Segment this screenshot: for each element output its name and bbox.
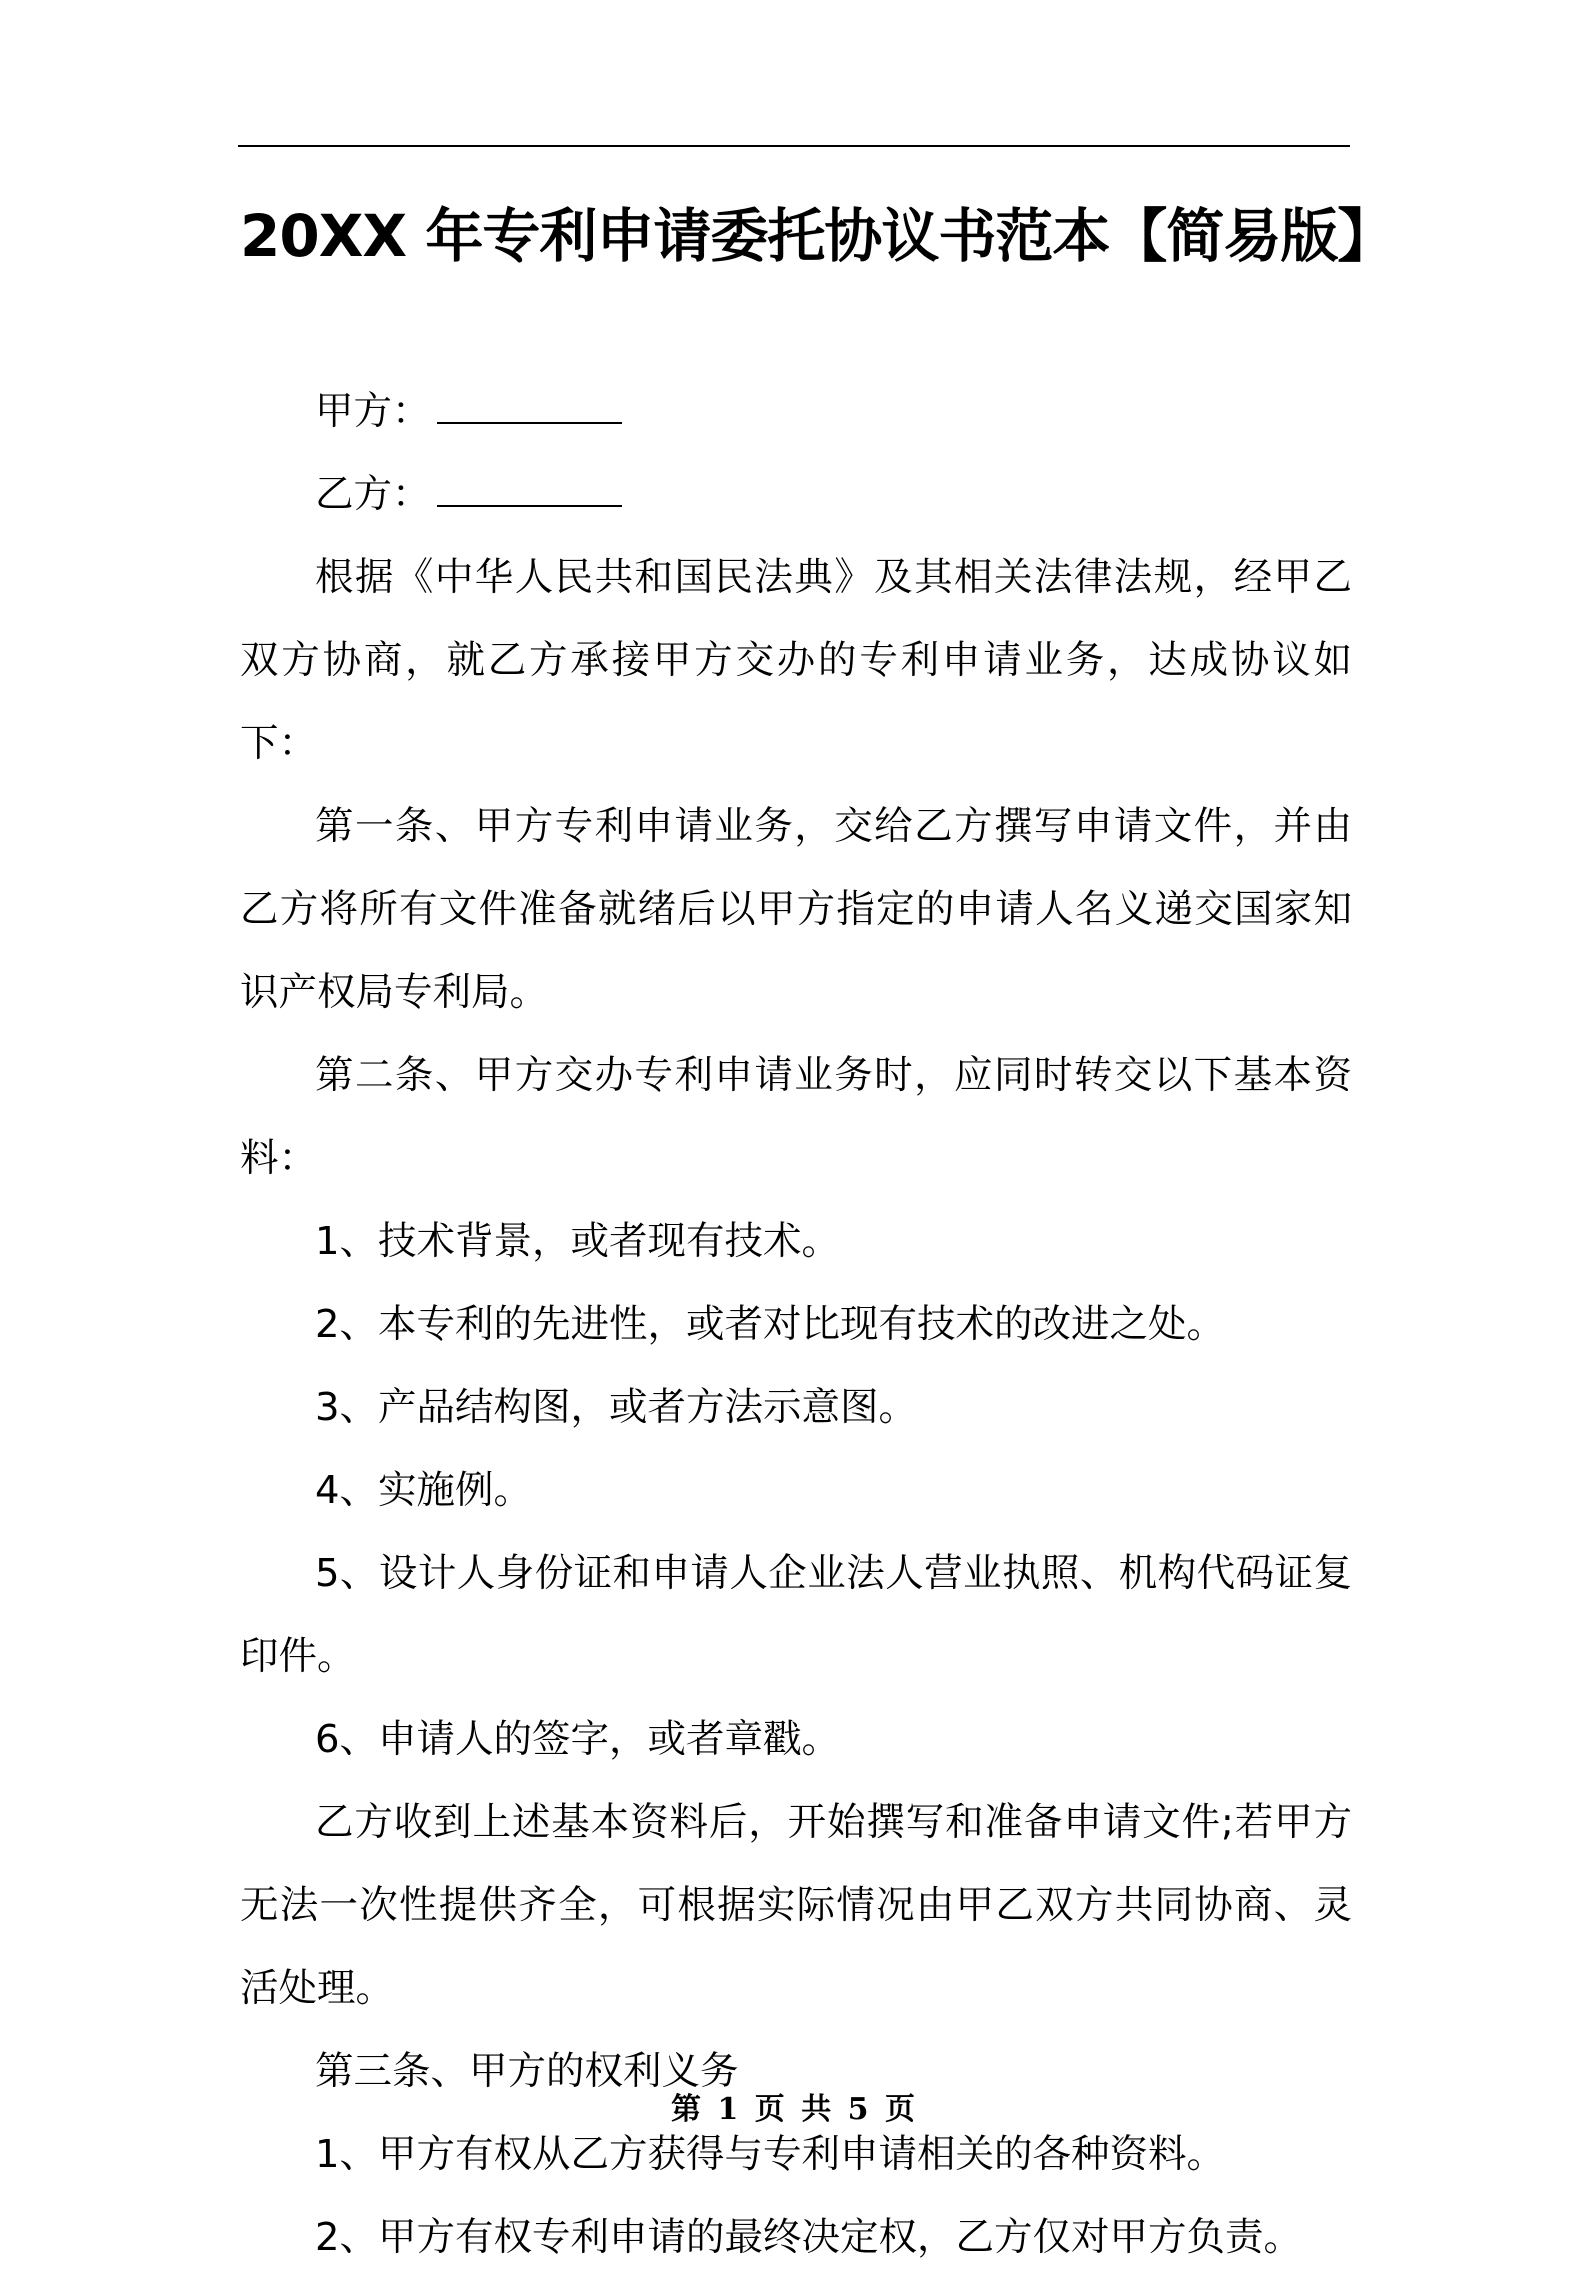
- list-item: 1、甲方有权从乙方获得与专利申请相关的各种资料。: [315, 2132, 1225, 2177]
- page-number: 第 1 页 共 5 页: [671, 2092, 915, 2127]
- party-b-line: [240, 453, 1352, 536]
- list-item: 5、设计人身份证和申请人企业法人营业执照、机构代码证复印件。: [240, 1551, 1352, 1679]
- header-rule: [238, 145, 1350, 147]
- party-b-blank: [437, 467, 622, 507]
- list-item: 6、申请人的签字，或者章戳。: [315, 1717, 840, 1762]
- paragraph-article-1: 第一条、甲方专利申请业务，交给乙方撰写申请文件，并由乙方将所有文件准备就绪后以甲方指定的申请人名义递交国家知识产权局专利局。: [240, 804, 1352, 1015]
- paragraph-article-3: 第三条、甲方的权利义务: [315, 2049, 739, 2094]
- list-item: 2、本专利的先进性，或者对比现有技术的改进之处。: [315, 1302, 1225, 1347]
- list-item: 2、甲方有权专利申请的最终决定权，乙方仅对甲方负责。: [315, 2215, 1302, 2260]
- paragraph-preamble: 根据《中华人民共和国民法典》及其相关法律法规，经甲乙双方协商，就乙方承接甲方交办的专利申请业务，达成协议如下：: [240, 555, 1352, 766]
- document-body: [240, 370, 1352, 2279]
- list-item: 4、实施例。: [315, 1468, 532, 1513]
- document-title: 20XX 年专利申请委托协议书范本【简易版】: [240, 202, 1395, 270]
- list-item: 3、产品结构图，或者方法示意图。: [315, 1385, 917, 1430]
- list-item: 1、技术背景，或者现有技术。: [315, 1219, 840, 1264]
- paragraph-article-2: 第二条、甲方交办专利申请业务时，应同时转交以下基本资料：: [240, 1053, 1352, 1181]
- party-a-blank: [437, 384, 622, 424]
- party-a-label: 甲方：: [315, 389, 431, 434]
- party-b-label: 乙方：: [315, 472, 431, 517]
- party-a-line: [240, 370, 1352, 453]
- paragraph-materials-note: 乙方收到上述基本资料后，开始撰写和准备申请文件;若甲方无法一次性提供齐全，可根据实际情况由甲乙双方共同协商、灵活处理。: [240, 1800, 1352, 2011]
